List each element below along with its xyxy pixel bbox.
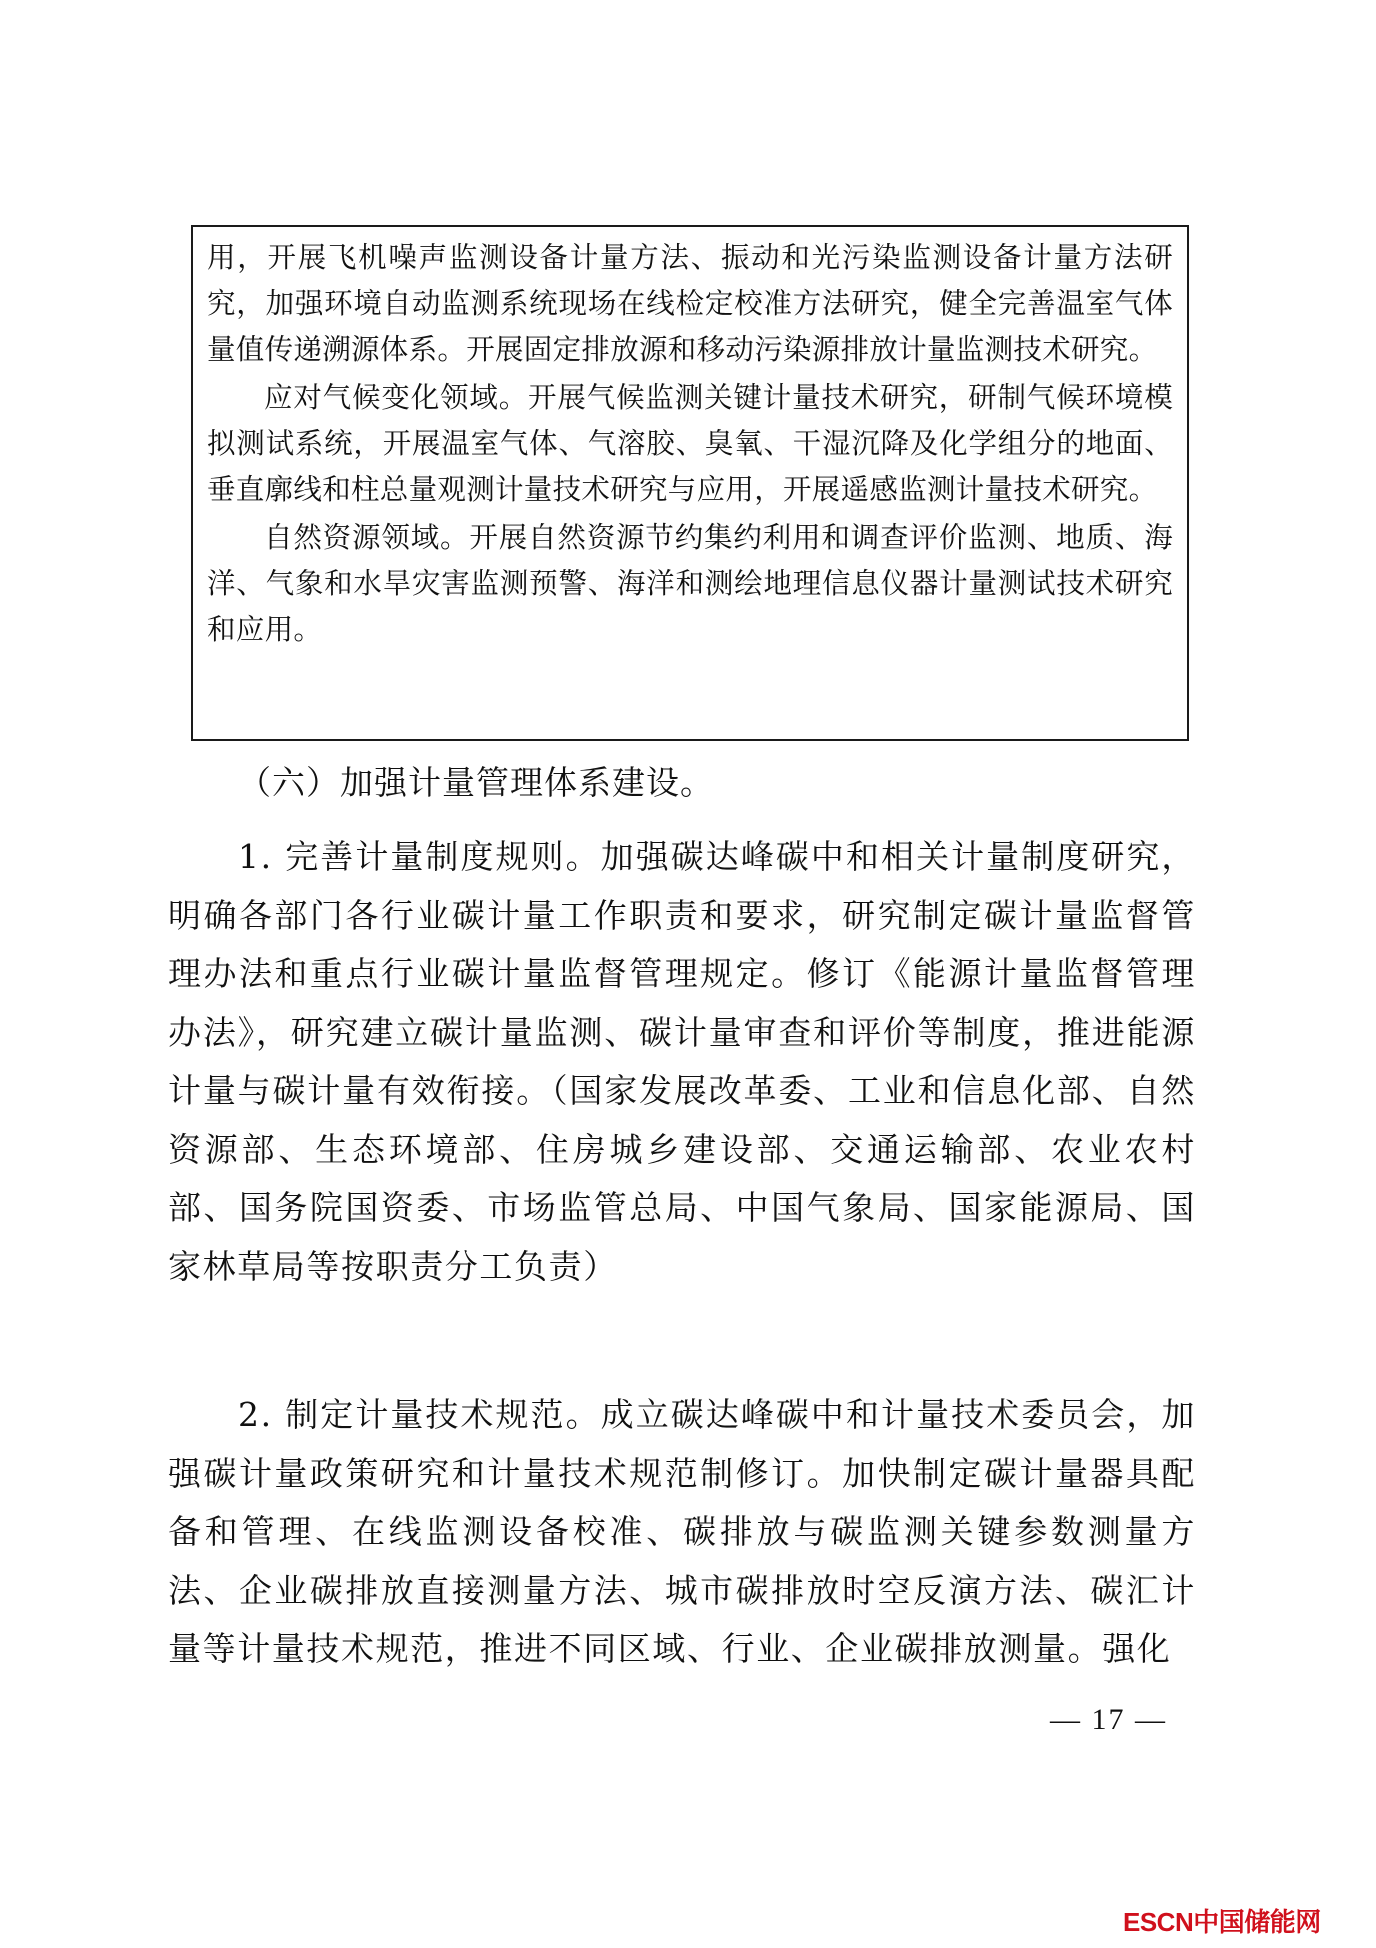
section-heading: （六）加强计量管理体系建设。 — [238, 763, 714, 802]
paragraph-1: 1. 完善计量制度规则。加强碳达峰碳中和相关计量制度研究，明确各部门各行业碳计量工作职责和要求，研究制定碳计量监督管理办法和重点行业碳计量监督管理规定。修订《能源计量监督管理办法》，研究建立碳计量监测、碳计量审查和评价等制度，推进能源计量与碳计量有效衔接。（国家发展改革委、工业和信息化部、自然资源部、生态环境部、住房城乡建设部、交通运输部、农业农村部、国务院国资委、市场监管总局、中国气象局、国家能源局、国家林草局等按职责分工负责） — [168, 837, 1196, 1286]
box-paragraph-3: 自然资源领域。开展自然资源节约集约利用和调查评价监测、地质、海洋、气象和水旱灾害监测预警、海洋和测绘地理信息仪器计量测试技术研究和应用。 — [207, 521, 1173, 646]
boxed-section — [191, 225, 1189, 741]
watermark-logo: ESCN中国储能网 — [1123, 1906, 1321, 1937]
box-paragraph-1: 用，开展飞机噪声监测设备计量方法、振动和光污染监测设备计量方法研究，加强环境自动监测系统现场在线检定校准方法研究，健全完善温室气体量值传递溯源体系。开展固定排放源和移动污染源排放计量监测技术研究。 — [207, 241, 1173, 366]
paragraph-2: 2. 制定计量技术规范。成立碳达峰碳中和计量技术委员会，加强碳计量政策研究和计量技术规范制修订。加快制定碳计量器具配备和管理、在线监测设备校准、碳排放与碳监测关键参数测量方法、企业碳排放直接测量方法、城市碳排放时空反演方法、碳汇计量等计量技术规范，推进不同区域、行业、企业碳排放测量。强化 — [168, 1395, 1196, 1668]
box-paragraph-2: 应对气候变化领域。开展气候监测关键计量技术研究，研制气候环境模拟测试系统，开展温室气体、气溶胶、臭氧、干湿沉降及化学组分的地面、垂直廓线和柱总量观测计量技术研究与应用，开展遥感监测计量技术研究。 — [207, 381, 1173, 506]
page-number: — 17 — — [1050, 1703, 1167, 1736]
